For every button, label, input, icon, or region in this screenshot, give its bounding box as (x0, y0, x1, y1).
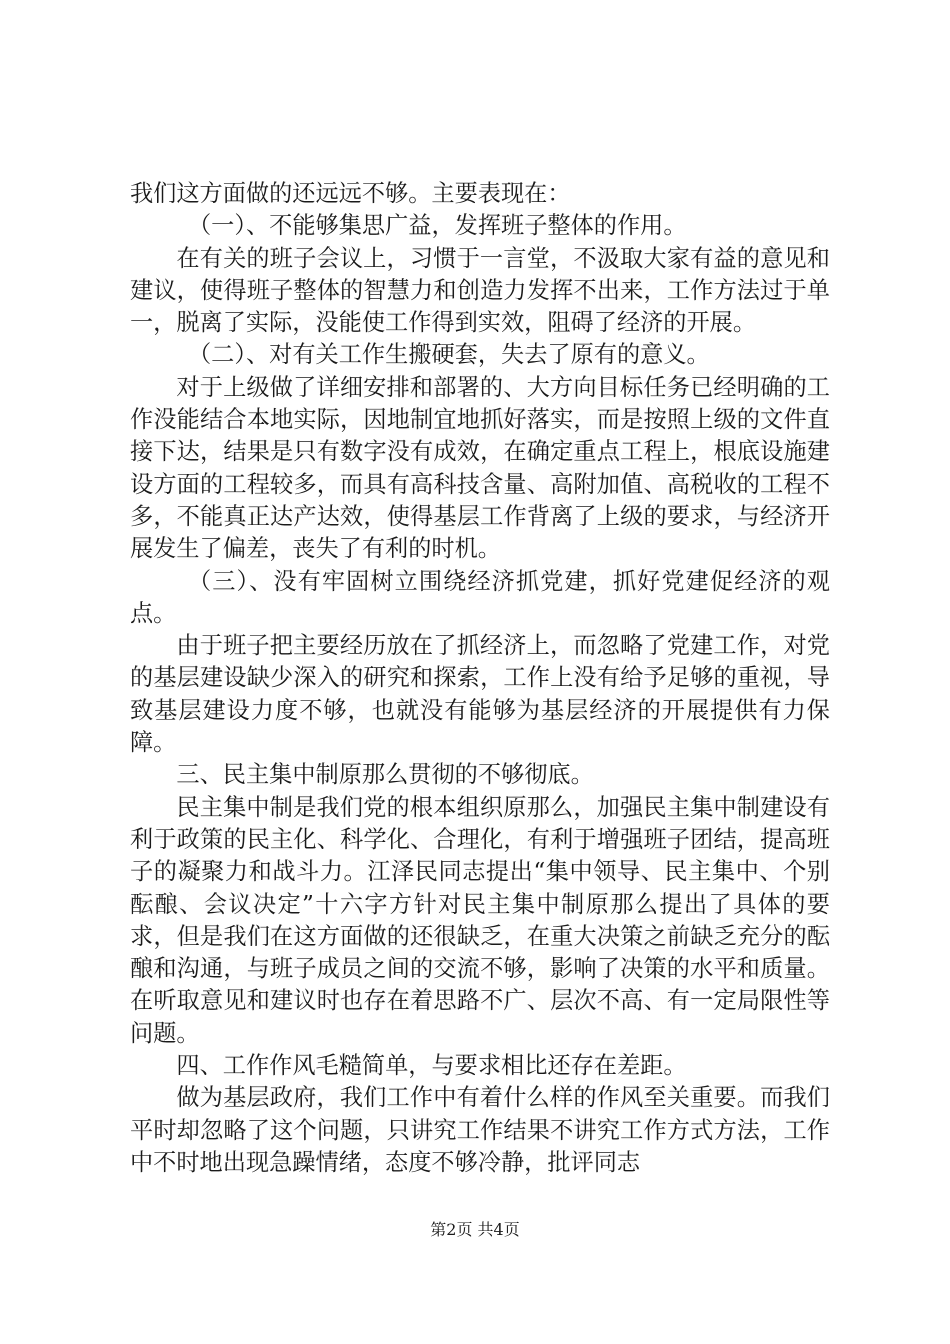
section-heading-san: 三、民主集中制原那么贯彻的不够彻底。 (176, 761, 594, 789)
paragraph-2: 在有关的班子会议上，习惯于一言堂，不汲取大家有益的意见和建议，使得班子整体的智慧力和创造力发挥不出来，工作方法过于单一，脱离了实际，没能使工作得到实效，阻碍了经济的开展。 (130, 244, 830, 337)
paragraph-3: 对于上级做了详细安排和部署的、大方向目标任务已经明确的工作没能结合本地实际，因地制宜地抓好落实，而是按照上级的文件直接下达，结果是只有数字没有成效，在确定重点工程上，根底设施建设方面的工程较多，而具有高科技含量、高附加值、高税收的工程不多，不能真正达产达效，使得基层工作背离了上级的要求，与经济开展发生了偏差，丧失了有利的时机。 (130, 373, 830, 563)
paragraph-1: 我们这方面做的还远远不够。主要表现在： (130, 180, 571, 207)
section-heading-2: （二）、对有关工作生搬硬套，失去了原有的意义。 (188, 341, 710, 369)
paragraph-5: 民主集中制是我们党的根本组织原那么，加强民主集中制建设有利于政策的民主化、科学化、合理化，有利于增强班子团结，提高班子的凝聚力和战斗力。江泽民同志提出“集中领导、民主集中、个别酝酿、会议决定”十六字方针对民主集中制原那么提出了具体的要求，但是我们在这方面做的还很缺乏，在重大决策之前缺乏充分的酝酿和沟通，与班子成员之间的交流不够，影响了决策的水平和质量。在听取意见和建议时也存在着思路不广、层次不高、有一定局限性等问题。 (130, 793, 830, 1047)
section-heading-si: 四、工作作风毛糙简单，与要求相比还存在差距。 (176, 1052, 687, 1080)
paragraph-4: 由于班子把主要经历放在了抓经济上，而忽略了党建工作，对党的基层建设缺少深入的研究和探索，工作上没有给予足够的重视，导致基层建设力度不够，也就没有能够为基层经济的开展提供有力保障。 (130, 632, 830, 757)
document-body (130, 178, 830, 1179)
page-number-footer: 第2页 共4页 (430, 1220, 520, 1239)
paragraph-6: 做为基层政府，我们工作中有着什么样的作风至关重要。而我们平时却忽略了这个问题，只讲究工作结果不讲究工作方式方法，工作中不时地出现急躁情绪，态度不够冷静，批评同志 (130, 1084, 830, 1176)
section-heading-3: （三）、没有牢固树立围绕经济抓党建，抓好党建促经济的观点。 (130, 567, 830, 627)
section-heading-1: （一）、不能够集思广益，发挥班子整体的作用。 (188, 212, 687, 240)
